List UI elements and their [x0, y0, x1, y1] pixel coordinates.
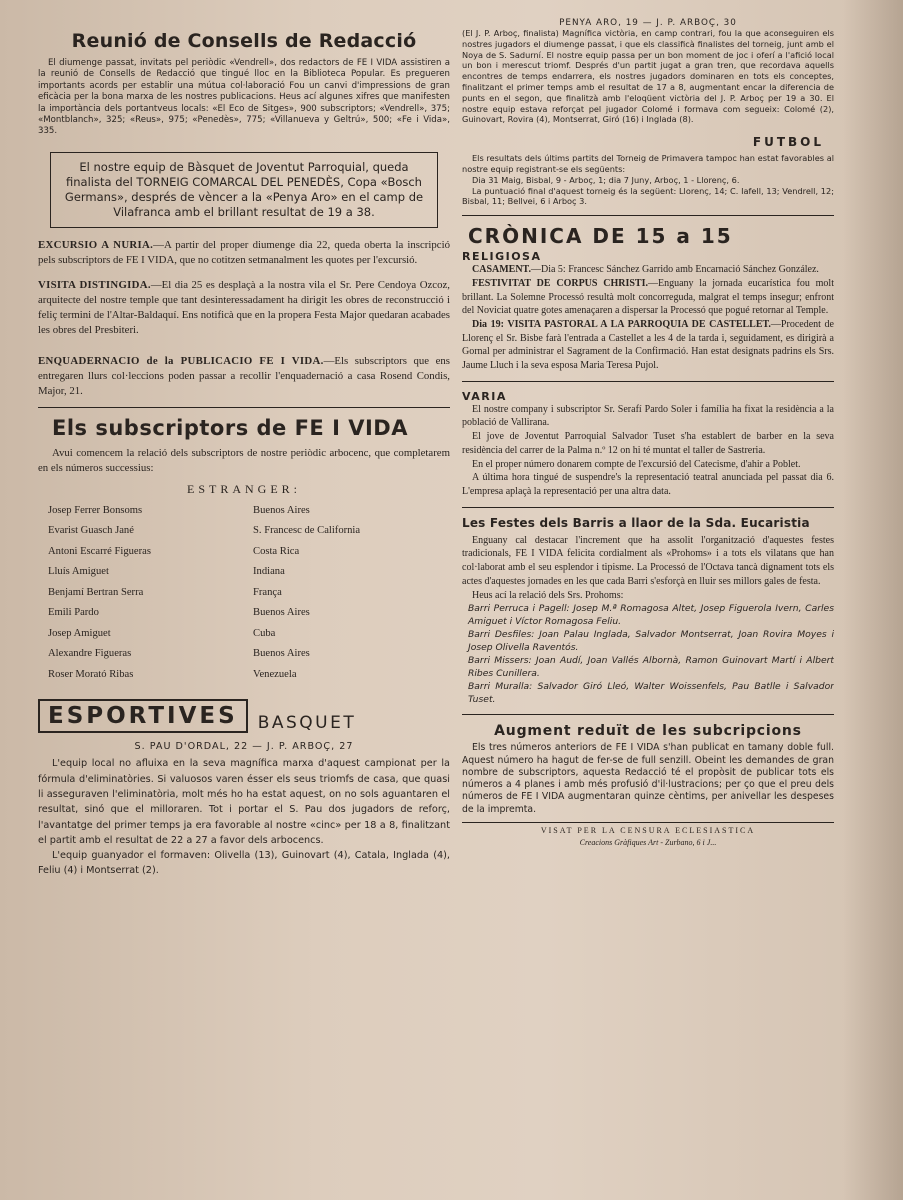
subscriber-name: Emili Pardo	[48, 607, 99, 619]
subscriber-place: Costa Rica	[253, 545, 300, 557]
corpus-body: —Enguany la jornada eucarística fou molt brillant. La Solemne Processó resultà molt concorreguda, malgrat el temps insegur; enfront del Noviciat quatre gotes amenaçaren a dispersar la Processó que pogué retornar al Temple.	[462, 277, 834, 317]
enquad-head: ENQUADERNACIO de la PUBLICACIO FE I VIDA.	[38, 354, 324, 367]
divider	[38, 407, 450, 408]
futbol-results: Dia 31 Maig, Bisbal, 9 - Arboç, 1; dia 7 Juny, Arboç, 1 - Llorenç, 6.	[472, 174, 740, 185]
censura-notice: VISAT PER LA CENSURA ECLESIASTICA	[462, 822, 834, 835]
varia-item: El nostre company i subscriptor Sr. Serafí Pardo Soler i família ha fixat la residència a la població de Vallirana.	[462, 403, 834, 429]
prohom-entry: Barri Missers: Joan Audí, Joan Vallés Albornà, Ramon Guinovart Martí i Albert Ribes Cunillera.	[468, 655, 834, 680]
nuria-body: —A partir del proper diumenge dia 22, queda oberta la inscripció pels subscriptors de FE I VIDA, que no cotitzen setmanalment les quotes per l'excursió.	[38, 238, 450, 266]
basquet-score: S. PAU D'ORDAL, 22 — J. P. ARBOÇ, 27	[134, 741, 354, 753]
subscriber-name: Josep Ferrer Bonsoms	[48, 504, 143, 516]
nuria-head: EXCURSIO A NURIA.	[38, 238, 154, 251]
page-edge-shadow	[843, 0, 903, 1200]
subscriber-name: Antoni Escarré Figueras	[48, 545, 151, 557]
casament	[462, 263, 834, 277]
augment-title: Augment reduït de les subcripcions	[494, 723, 802, 740]
subscriber-name: Alexandre Figueras	[48, 648, 132, 660]
casament-body: —Dia 5: Francesc Sánchez Garrido amb Encarnació Sánchez González.	[530, 264, 819, 276]
subscriber-name: Josep Amiguet	[48, 627, 111, 639]
left-column	[38, 18, 450, 1198]
subscriber-name: Lluís Amiguet	[48, 566, 109, 578]
visita-body: —El dia 25 es desplaçà a la nostra vila el Sr. Pere Cendoya Ozcoz, arquitecte del nostre temple que tant desinteressadament ha dirigit les obres de reconstrucció i feliç termini de l'Altar-Baldaquí. Ens notificà que en la propera Festa Major quedaran acabades les obres del Presbiteri.	[38, 278, 450, 336]
visita-pastoral-body: —Procedent de Llorenç el Sr. Bisbe farà l'entrada a Castellet a les 4 de la tarda i, seguidament, es dirigirà a Gornal per administrar el Sagrament de la Confirmació. Han estat designats padrins els Srs. Jaume Lluch i la seva esposa Maria Teresa Pujol.	[462, 318, 834, 372]
basquet-lineup: L'equip guanyador el formaven: Olivella (13), Guinovart (4), Catala, Inglada (4), Feliu (4) i Montserrat (2).	[38, 850, 450, 877]
divider	[462, 507, 834, 508]
subscriptors-title: Els subscriptors de FE I VIDA	[52, 415, 408, 440]
subscriber-name: Evarist Guasch Jané	[48, 525, 134, 537]
subscriber-places	[253, 501, 360, 686]
futbol-final: La puntuació final d'aquest torneig és la següent: Llorenç, 14; C. Iafell, 13; Vendrell, 12; Bisbal, 11; Bellvei, 6 i Arboç 3.	[462, 185, 834, 207]
augment-body: Els tres números anteriors de FE I VIDA s'han publicat en tamany doble full. Aquest número ha hagut de fer-se de full senzill. Obeint les demandes de gran nombre de subscriptors, aquesta Redacció té el propòsit de publicar tots els números a 4 planes i amb més profusió d'il·lustracions; per ço que el preu dels números de FE I VIDA augmentaran quinze cèntims, per anivellar les despeses de la impremta.	[462, 742, 834, 815]
subscriber-place: Buenos Aires	[253, 504, 310, 516]
basquet-report: L'equip local no afluixa en la seva magnífica marxa d'aquest campionat per la fórmula d'eliminatòries. Si valuosos varen ésser els seus triomfs de casa, que quasi li asseguraven l'eliminatòria, molt més ho ha estat aquest, on no sols aguantaren el resultat, sinó que el milloraren. Tot i portar el S. Pau dos jugadors de reforç, l'avantatge del primer temps ja era favorable al nostre «cinc» per 18 a 8, finalitzant el partit amb el resultat de 22 a 27 a favor dels arbocencs.	[38, 758, 450, 846]
penya-report: (El J. P. Arboç, finalista) Magnífica victòria, en camp contrari, fou la que aconseguiren els nostres jugadors el diumenge passat, i que els classificà finalistes del torneig, junt amb el Noya de S. Sadurní. El nostre equip passa per un bon moment de joc i oferí a l'afició local un bon i merescut triomf. Després d'un partit jugat a gran tren, que recordava aquells encontres de temps endarrera, els nostres jugadors dominaren en tots els conceptes, finalitzant el primer temps amb el resultat de 17 a 8, augmentant encar la diferencia de punts en el segon, que finalitzà amb l'eloqüent victòria del J. P. Arboç per 19 a 30. El nostre equip estava reforçat pel jugador Colomé i formava com segueix: Colomé (2), Guinovart, Rovira (4), Montserrat, Giró (16) i Inglada (8).	[462, 28, 834, 125]
esportives-title: ESPORTIVES	[38, 699, 248, 733]
subscriber-name: Benjamí Bertran Serra	[48, 586, 144, 598]
subscriber-list	[38, 501, 450, 686]
subscriber-place: França	[253, 586, 282, 598]
subscriptors-intro: Avui comencem la relació dels subscriptors de nostre periòdic arbocenc, que completarem en els números successius:	[38, 446, 450, 474]
nuria-notice	[38, 238, 450, 268]
estranger-heading: ESTRANGER:	[186, 481, 301, 496]
subscriber-place: S. Francesc de California	[253, 525, 361, 537]
esportives-header	[38, 699, 450, 733]
visita-pastoral	[462, 318, 834, 373]
prohoms-intro: Heus ací la relació dels Srs. Prohoms:	[472, 589, 624, 601]
reunio-body: El diumenge passat, invitats pel periòdic «Vendrell», dos redactors de FE I VIDA assistiren a la reunió de Consells de Redacció que tingué lloc en la Biblioteca Popular. Es pregueren importants acords per establir una mútua col·laboració Fou un canvi d'impressions de gran eficàcia per la bona marxa de les nostres publicacions. Heus ací algunes xifres que manifesten la importància dels portantveus locals: «El Eco de Sitges», 900 subscriptors; «Vendrell», 375; «Montblanch», 325; «Reus», 975; «Penedès», 775; «Villanueva y Geltrú», 500; «Fe i Vida», 335.	[38, 58, 450, 137]
cronica-title: CRÒNICA DE 15 a 15	[468, 224, 733, 249]
subscriber-place: Cuba	[253, 627, 276, 639]
enquad-body: —Els subscriptors que ens entregaren llurs col·leccions poden passar a recollir l'enquadernació a casa Rosend Condis, Major, 21.	[38, 354, 450, 397]
corpus	[462, 277, 834, 318]
visita-pastoral-head: Dia 19: VISITA PASTORAL A LA PARROQUIA DE CASTELLET.	[472, 318, 771, 330]
reunio-title: Reunió de Consells de Redacció	[71, 30, 417, 52]
enquad-notice	[38, 354, 450, 399]
prohom-entry: Barri Muralla: Salvador Giró Lleó, Walter Woissenfels, Pau Batlle i Salvador Tuset.	[468, 681, 834, 706]
varia-item: En el proper número donarem compte de l'excursió del Catecisme, d'ahir a Poblet.	[472, 458, 801, 470]
divider	[462, 714, 834, 715]
subscriber-names	[38, 501, 253, 686]
divider	[462, 215, 834, 216]
prohom-entry: Barri Perruca i Pagell: Josep M.ª Romagosa Altet, Josep Figuerola Ivern, Carles Amiguet i Víctor Romagosa Feliu.	[468, 603, 834, 628]
varia-item: El jove de Joventut Parroquial Salvador Tuset s'ha establert de barber en la seva residència del carrer de la Palma n.º 12 on hi té muntat el taller de Sastreria.	[462, 431, 834, 456]
prohoms-list	[462, 602, 834, 706]
penya-score: PENYA ARO, 19 — J. P. ARBOÇ, 30	[559, 18, 737, 28]
divider	[462, 381, 834, 382]
futbol-body: Els resultats dels últims partits del Torneig de Primavera tampoc han estat favorables al nostre equip registrant-se els següents:	[462, 153, 834, 174]
subscriber-place: Buenos Aires	[253, 607, 310, 619]
varia-heading: VARIA	[462, 389, 507, 403]
corpus-head: FESTIVITAT DE CORPUS CHRISTI.	[472, 277, 648, 289]
prohom-entry: Barri Desfiles: Joan Palau Inglada, Salvador Montserrat, Joan Rovira Moyes i Josep Olivella Raventós.	[468, 629, 834, 654]
visita-notice	[38, 278, 450, 338]
religiosa-heading: RELIGIOSA	[462, 250, 542, 264]
subscriber-name: Roser Morató Ribas	[48, 668, 134, 680]
basquet-finalist-box: El nostre equip de Bàsquet de Joventut Parroquial, queda finalista del TORNEIG COMARCAL DEL PENEDÈS, Copa «Bosch Germans», després de vèncer a la «Penya Aro» en el camp de Vilafranca amb el brillant resultat de 19 a 38.	[50, 152, 438, 228]
casament-head: CASAMENT.	[472, 264, 531, 276]
futbol-title: FUTBOL	[752, 135, 824, 150]
basquet-title: BASQUET	[257, 713, 357, 734]
festes-title: Les Festes dels Barris a llaor de la Sda. Eucaristia	[462, 515, 810, 530]
subscriber-place: Buenos Aires	[253, 648, 310, 660]
subscriber-place: Venezuela	[253, 668, 297, 680]
festes-body: Enguany cal destacar l'increment que ha assolit l'organització d'aquestes festes tradicionals, FE I VIDA felicita cordialment als «Prohoms» i a tots els vilatans que han col·laborat amb el seu esplendor i tipisme. La Processó de l'Octava tancà dignament tots els actes d'aquestes jornades en les que cada Barri s'esforçà en lluir ses millors gales de festa.	[462, 534, 834, 587]
visita-head: VISITA DISTINGIDA.	[38, 278, 151, 291]
subscriber-place: Indiana	[253, 566, 285, 578]
right-column	[462, 18, 834, 1198]
printer-footer: Creacions Gràfiques Art - Zurbano, 6 i J...	[579, 838, 717, 847]
varia-item: A última hora tingué de suspendre's la representació teatral anunciada pel passat dia 6. L'empresa aplaçà la representació per una altra data.	[462, 472, 834, 497]
